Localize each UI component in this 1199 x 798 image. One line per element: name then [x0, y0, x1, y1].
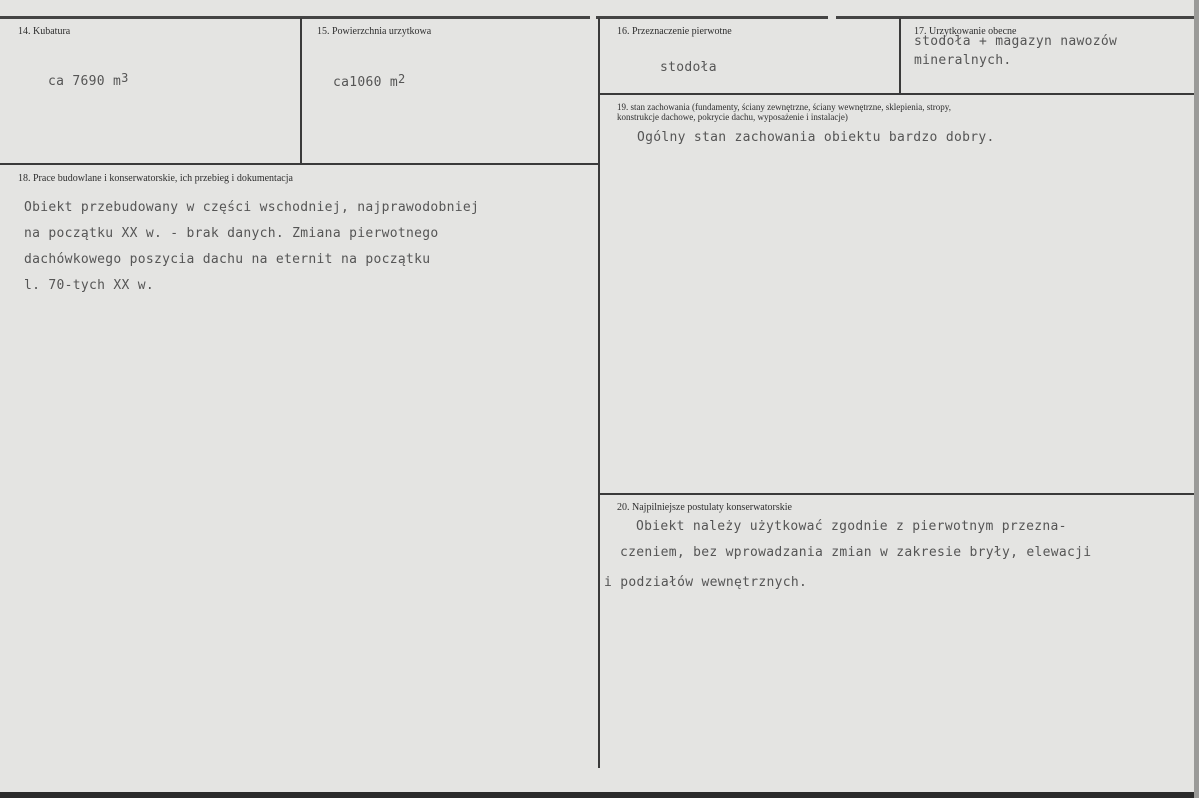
field-17-line: stodoła + magazyn nawozów: [914, 34, 1118, 49]
field-15-value: [333, 72, 406, 90]
field-15-label: 15. Powierzchnia urzytkowa: [317, 26, 432, 37]
field-19-label: [617, 102, 951, 122]
field-20-label: 20. Najpilniejsze postulaty konserwatorskie: [617, 502, 792, 513]
top-rule-right: [836, 16, 1194, 19]
rule-under-14-15: [0, 163, 600, 165]
field-18-label: 18. Prace budowlane i konserwatorskie, ich przebieg i dokumentacja: [18, 173, 293, 184]
field-14-unit-exponent: 3: [121, 71, 129, 85]
divider-14-15: [300, 18, 302, 163]
field-20-value: [604, 514, 1091, 596]
field-20-line: Obiekt należy użytkować zgodnie z pierwotnym przezna-: [636, 519, 1067, 534]
field-16-value: stodoła: [660, 60, 717, 75]
field-18-line: dachówkowego poszycia dachu na eternit na początku: [24, 252, 431, 267]
divider-main-column: [598, 18, 600, 768]
top-rule-middle: [596, 16, 828, 19]
right-edge: [1194, 0, 1199, 798]
field-18-line: na początku XX w. - brak danych. Zmiana pierwotnego: [24, 226, 439, 241]
top-rule-left: [0, 16, 590, 19]
field-19-label-line: konstrukcje dachowe, pokrycie dachu, wyposażenie i instalacje): [617, 112, 848, 122]
field-14-label: 14. Kubatura: [18, 26, 71, 37]
rule-above-20: [600, 493, 1194, 495]
rule-under-16-17: [600, 93, 1194, 95]
field-14-number: ca 7690 m: [48, 74, 122, 89]
field-17-value: [914, 32, 1117, 70]
bottom-edge: [0, 792, 1199, 798]
field-15-unit-exponent: 2: [398, 72, 406, 86]
divider-16-17: [899, 18, 901, 94]
field-17-label: 17. Urzytkowanie obecne: [914, 26, 1017, 37]
field-19-label-line: 19. stan zachowania (fundamenty, ściany zewnętrzne, ściany wewnętrzne, sklepienia, stropy,: [617, 102, 951, 112]
field-18-value: [24, 195, 479, 299]
field-16-label: 16. Przeznaczenie pierwotne: [617, 26, 732, 37]
field-19-value: Ogólny stan zachowania obiektu bardzo dobry.: [637, 130, 995, 145]
field-20-line: i podziałów wewnętrznych.: [604, 575, 808, 590]
field-20-line: czeniem, bez wprowadzania zmian w zakresie bryły, elewacji: [620, 545, 1092, 560]
field-17-line: mineralnych.: [914, 53, 1012, 68]
field-18-line: Obiekt przebudowany w części wschodniej, najprawodobniej: [24, 200, 480, 215]
field-14-value: [48, 71, 129, 89]
field-15-number: ca1060 m: [333, 75, 399, 90]
field-18-line: l. 70-tych XX w.: [24, 278, 155, 293]
